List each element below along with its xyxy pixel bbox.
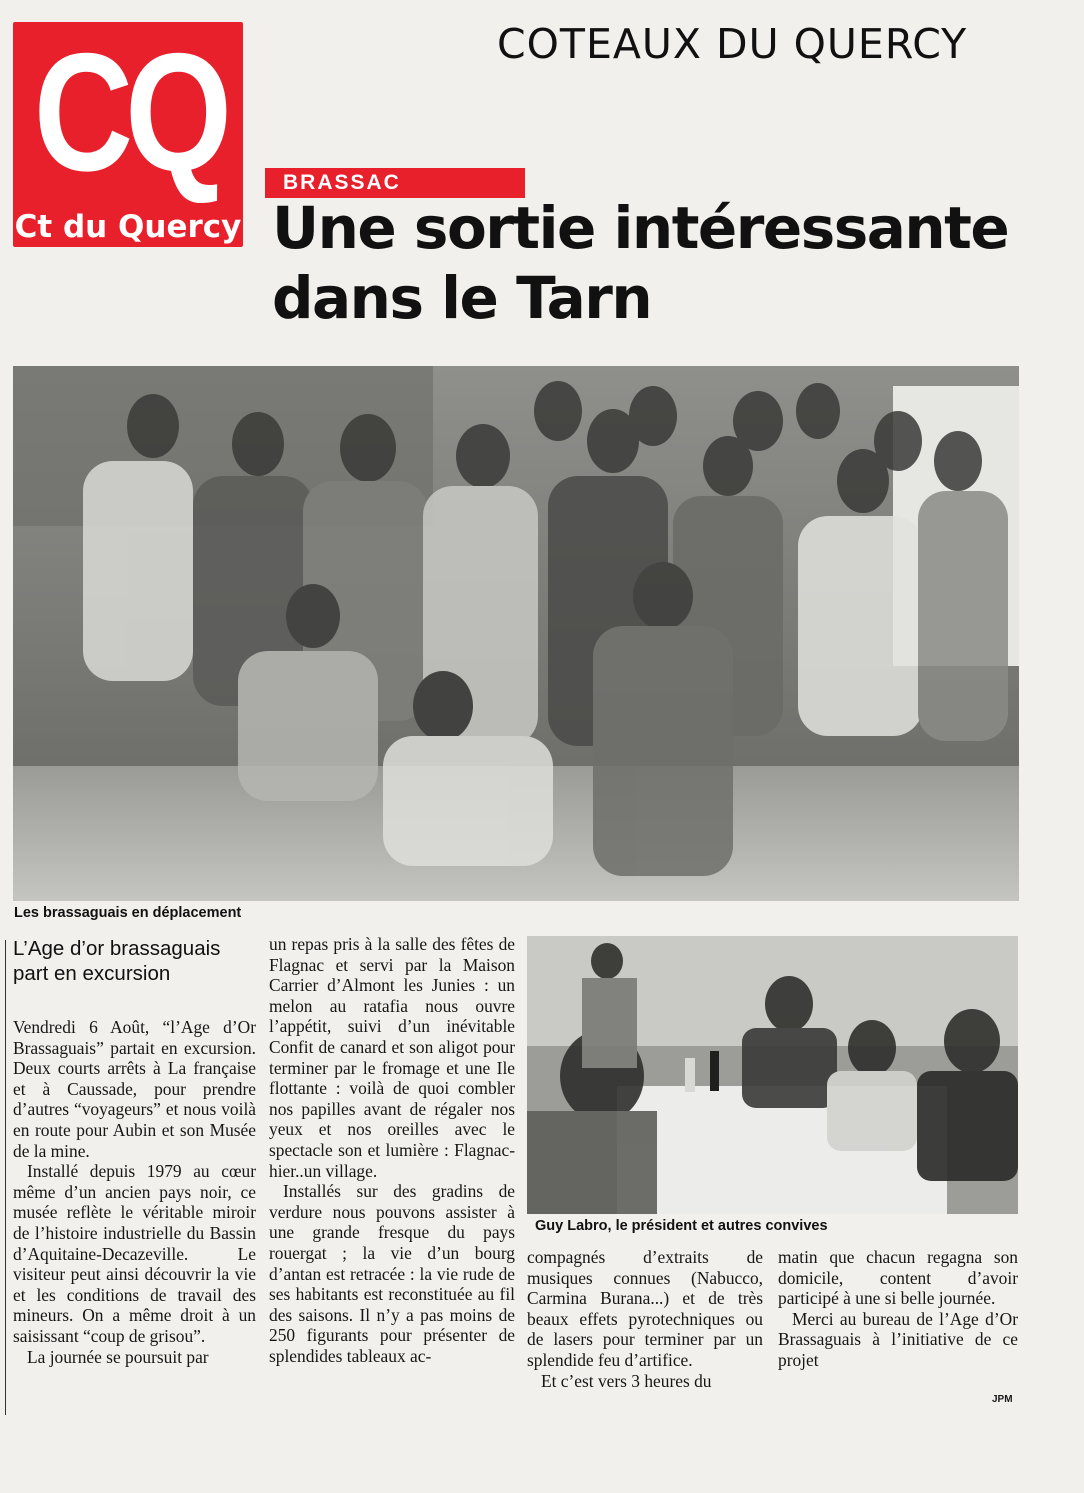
paragraph: compagnés d’extraits de musiques connues (Nabucco, Carmina Burana...) et de très beaux effets pyrotechniques ou de lasers pour terminer par un splendide feu d’artifice. — [527, 1247, 763, 1370]
article-column-1 — [13, 1017, 256, 1367]
logo-subtitle: Ct du Quercy — [14, 209, 242, 245]
paragraph: Installés sur des gradins de verdure nous pouvons assister à une grande fresque du pays rouergat ; la vie d’un bourg d’antan est retracée : la vie rude de ses habitants est reconstituée au fil des saisons. Il n’y a pas moins de 250 figurants pour présenter de splendides tableaux ac- — [269, 1181, 515, 1366]
section-title: COTEAUX DU QUERCY — [497, 20, 968, 68]
paragraph: Installé depuis 1979 au cœur même d’un ancien pays noir, ce musée reflète le véritable miroir de l’histoire industrielle du Bassin d’Aquitaine-Decazeville. Le visiteur peut ainsi découvrir la vie et les conditions de travail des mineurs. On a même droit à un saisissant “coup de grisou”. — [13, 1161, 256, 1346]
paragraph: Et c’est vers 3 heures du — [541, 1370, 712, 1391]
group-photo-caption: Les brassaguais en déplacement — [14, 905, 242, 921]
paragraph: Vendredi 6 Août, “l’Age d’Or Brassaguais” partait en excursion. Deux courts arrêts à La française et à Caussade, pour prendre d’autres “voyageurs” et nous voilà en route pour Aubin et son Musée de la mine. — [13, 1017, 256, 1161]
paragraph: La journée se poursuit par — [27, 1346, 209, 1367]
article-column-4 — [778, 1247, 1018, 1371]
headline: Une sortie intéressante dans le Tarn — [272, 194, 1009, 332]
paragraph: Merci au bureau de l’Age d’Or Brassaguais à l’initiative de ce projet — [778, 1308, 1018, 1370]
author-signature: JPM — [992, 1394, 1013, 1405]
kicker-label: BRASSAC — [283, 171, 401, 194]
dinner-photo-caption: Guy Labro, le président et autres convives — [535, 1218, 828, 1234]
logo-letters: CQ — [33, 18, 224, 206]
group-photo — [13, 366, 1019, 901]
article-column-2 — [269, 934, 515, 1366]
publication-logo — [13, 18, 243, 247]
article-column-3 — [527, 1247, 763, 1391]
paragraph: un repas pris à la salle des fêtes de Flagnac et servi par la Maison Carrier d’Almont les Junies : un melon au ratafia nous ouvre l’appétit, suivi d’un inévitable Confit de canard et son aligot pour terminer par le fromage et une Ile flottante : voilà de quoi combler nos papilles avant de régaler nos yeux et nos oreilles avec le spectacle son et lumière : Flagnac- hier..un village. — [269, 934, 515, 1181]
adjacent-article-left — [0, 248, 262, 358]
adjacent-article-right — [1018, 900, 1084, 1420]
column-rule — [5, 940, 6, 1415]
dinner-photo — [527, 936, 1018, 1214]
paragraph: matin que chacun regagna son domicile, content d’avoir participé à une si belle journée. — [778, 1247, 1018, 1309]
article-subhead: L’Age d’or brassaguais part en excursion — [13, 937, 221, 985]
